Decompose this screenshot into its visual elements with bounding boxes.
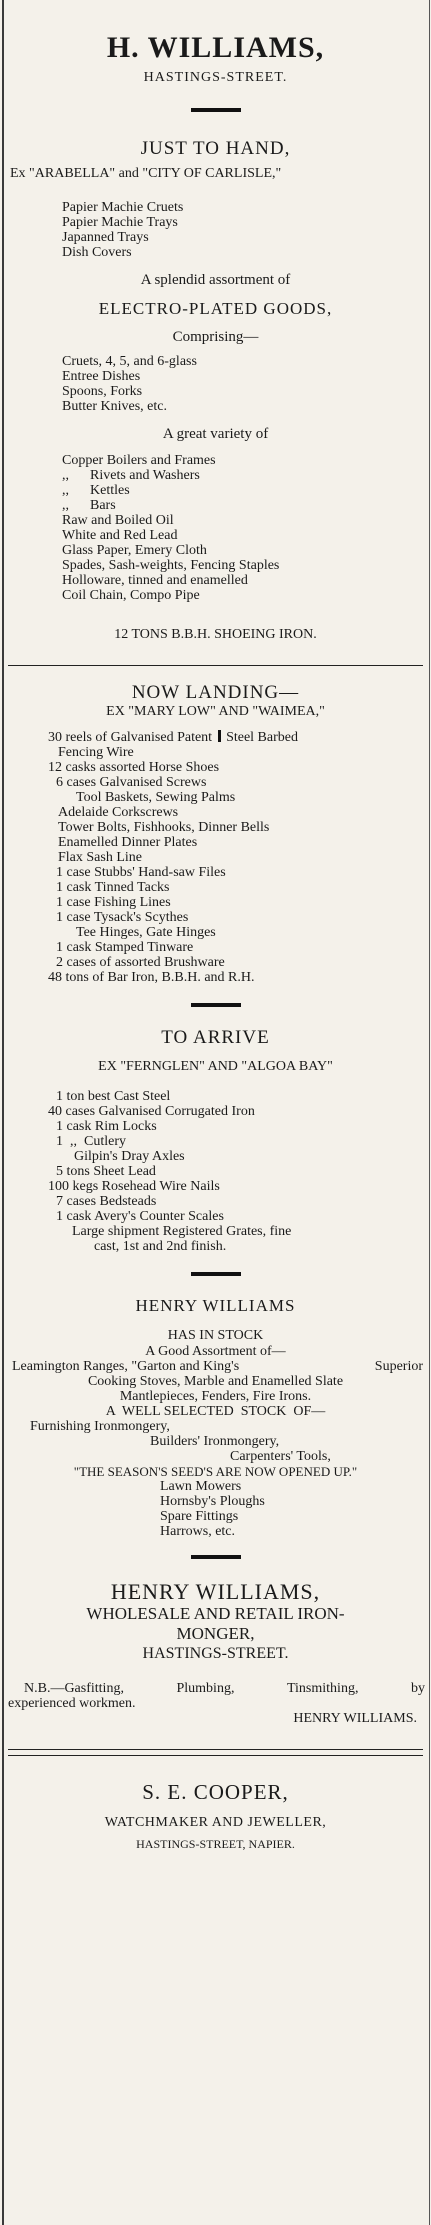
nb-by: by — [410, 1681, 425, 1696]
list-item: Fencing Wire — [58, 745, 134, 760]
list-item: 1 case Fishing Lines — [56, 895, 171, 910]
list-item: 1 case Stubbs' Hand-saw Files — [56, 865, 226, 880]
list-item: Cruets, 4, 5, and 6-glass — [62, 354, 197, 369]
list-item: ,, Kettles — [62, 483, 130, 498]
list-item: Spare Fittings — [160, 1509, 239, 1524]
wholesale-name-heading: HENRY WILLIAMS, — [110, 1579, 321, 1604]
cooper-street: HASTINGS-STREET, NAPIER. — [136, 1837, 295, 1851]
mantlepieces-line: Mantlepieces, Fenders, Fire Irons. — [119, 1389, 312, 1404]
builders-line: Builders' Ironmongery, — [150, 1434, 280, 1449]
ship-names-line: EX "MARY LOW" AND "WAIMEA," — [106, 704, 325, 719]
nb-tinsmithing: Tinsmithing, — [286, 1681, 359, 1696]
list-item: Enamelled Dinner Plates — [58, 835, 198, 850]
watchmaker-line: WATCHMAKER AND JEWELLER, — [104, 1815, 327, 1830]
henry-williams-heading: HENRY WILLIAMS — [135, 1296, 296, 1315]
copper-goods-list — [0, 453, 431, 603]
carpenters-line: Carpenters' Tools, — [230, 1449, 331, 1464]
list-item: Coil Chain, Compo Pipe — [62, 588, 200, 603]
list-item — [48, 730, 431, 745]
advertisement-separator — [8, 1749, 423, 1756]
list-item: Tee Hinges, Gate Hinges — [76, 925, 216, 940]
list-item: 1 case Tysack's Scythes — [56, 910, 189, 925]
print-flaw-mark — [218, 730, 221, 742]
has-in-stock-line: HAS IN STOCK — [167, 1328, 264, 1343]
season-seeds-line: "THE SEASON'S SEED'S ARE NOW OPENED UP." — [73, 1464, 358, 1479]
list-item: 1 cask Avery's Counter Scales — [56, 1209, 224, 1224]
wholesale-street: HASTINGS-STREET. — [142, 1645, 289, 1662]
signature-line: HENRY WILLIAMS. — [293, 1711, 417, 1726]
list-item: Hornsby's Ploughs — [160, 1494, 265, 1509]
list-item: Holloware, tinned and enamelled — [62, 573, 248, 588]
list-item: Flax Sash Line — [58, 850, 142, 865]
superior-text: Superior — [374, 1359, 423, 1374]
list-item: cast, 1st and 2nd finish. — [94, 1239, 227, 1254]
electro-plated-heading: ELECTRO-PLATED GOODS, — [98, 299, 333, 318]
list-item: Butter Knives, etc. — [62, 399, 167, 414]
list-item: 5 tons Sheet Lead — [56, 1164, 156, 1179]
cooper-name-heading: S. E. COOPER, — [142, 1780, 289, 1804]
comprising-line: Comprising— — [172, 329, 259, 345]
monger-line: MONGER, — [176, 1624, 255, 1643]
list-item: Spoons, Forks — [62, 384, 143, 399]
list-item: Lawn Mowers — [160, 1479, 242, 1494]
nb-gasfitting: N.B.—Gasfitting, — [24, 1681, 124, 1696]
list-item: 12 casks assorted Horse Shoes — [48, 760, 220, 775]
cooking-stoves-line: Cooking Stoves, Marble and Enamelled Slate — [87, 1374, 344, 1389]
list-item: Dish Covers — [62, 245, 132, 260]
wholesale-line: WHOLESALE AND RETAIL IRON- — [86, 1604, 345, 1623]
ship-names-line: Ex "ARABELLA" and "CITY OF CARLISLE," — [10, 166, 282, 181]
ship-names-line: EX "FERNGLEN" AND "ALGOA BAY" — [98, 1059, 333, 1074]
list-item: ,, Bars — [62, 498, 116, 513]
shoeing-iron-line: 12 TONS B.B.H. SHOEING IRON. — [114, 627, 317, 642]
list-item: 1 ,, Cutlery — [56, 1134, 126, 1149]
implements-list — [0, 1479, 431, 1539]
list-item: Entree Dishes — [62, 369, 141, 384]
list-item: 1 cask Tinned Tacks — [56, 880, 170, 895]
right-column-border — [429, 0, 430, 2225]
now-landing-heading: NOW LANDING— — [131, 682, 300, 703]
well-selected-line: A WELL SELECTED STOCK OF— — [105, 1404, 326, 1419]
list-item: 6 cases Galvanised Screws — [56, 775, 207, 790]
trays-list — [0, 200, 431, 260]
list-item: White and Red Lead — [62, 528, 178, 543]
nb-plumbing: Plumbing, — [176, 1681, 235, 1696]
list-item: Glass Paper, Emery Cloth — [62, 543, 207, 558]
list-item: 40 cases Galvanised Corrugated Iron — [48, 1104, 255, 1119]
leamington-text: Leamington Ranges, "Garton and King's — [12, 1359, 240, 1374]
left-column-border — [2, 0, 4, 2225]
list-item: 2 cases of assorted Brushware — [56, 955, 225, 970]
list-item: Gilpin's Dray Axles — [74, 1149, 185, 1164]
list-item: 100 kegs Rosehead Wire Nails — [48, 1179, 220, 1194]
list-item: Tool Baskets, Sewing Palms — [76, 790, 236, 805]
list-item: Harrows, etc. — [160, 1524, 236, 1539]
list-item: 7 cases Bedsteads — [56, 1194, 157, 1209]
furnishing-line: Furnishing Ironmongery, — [30, 1419, 170, 1434]
just-to-hand-heading: JUST TO HAND, — [140, 138, 291, 159]
electro-plated-list — [0, 354, 431, 414]
good-assortment-line: A Good Assortment of— — [145, 1344, 286, 1359]
list-item: Large shipment Registered Grates, fine — [72, 1224, 292, 1239]
list-item: 48 tons of Bar Iron, B.B.H. and R.H. — [48, 970, 255, 985]
advertiser-street: HASTINGS-STREET. — [143, 70, 288, 85]
list-item: Adelaide Corkscrews — [58, 805, 179, 820]
list-item: Papier Machie Cruets — [62, 200, 184, 215]
list-item: 1 cask Rim Locks — [56, 1119, 157, 1134]
list-item: Copper Boilers and Frames — [62, 453, 216, 468]
list-item: Tower Bolts, Fishhooks, Dinner Bells — [58, 820, 270, 835]
advertiser-name-heading: H. WILLIAMS, — [106, 31, 325, 64]
list-item: Spades, Sash-weights, Fencing Staples — [62, 558, 280, 573]
now-landing-list — [0, 730, 431, 985]
experienced-workmen-line: experienced workmen. — [8, 1696, 136, 1711]
list-item: 1 cask Stamped Tinware — [56, 940, 194, 955]
list-item: Japanned Trays — [62, 230, 149, 245]
barbed-wire-text-left: 30 reels of Galvanised Patent — [48, 730, 213, 745]
to-arrive-list — [0, 1089, 431, 1254]
list-item: ,, Rivets and Washers — [62, 468, 200, 483]
splendid-assortment-line: A splendid assortment of — [140, 272, 291, 288]
great-variety-line: A great variety of — [162, 426, 269, 442]
list-item: Raw and Boiled Oil — [62, 513, 174, 528]
nb-line — [0, 1681, 431, 1696]
list-item: Papier Machie Trays — [62, 215, 178, 230]
to-arrive-heading: TO ARRIVE — [161, 1027, 270, 1048]
list-item: 1 ton best Cast Steel — [56, 1089, 171, 1104]
barbed-wire-text-right: Steel Barbed — [226, 730, 298, 745]
leamington-line — [0, 1359, 431, 1374]
